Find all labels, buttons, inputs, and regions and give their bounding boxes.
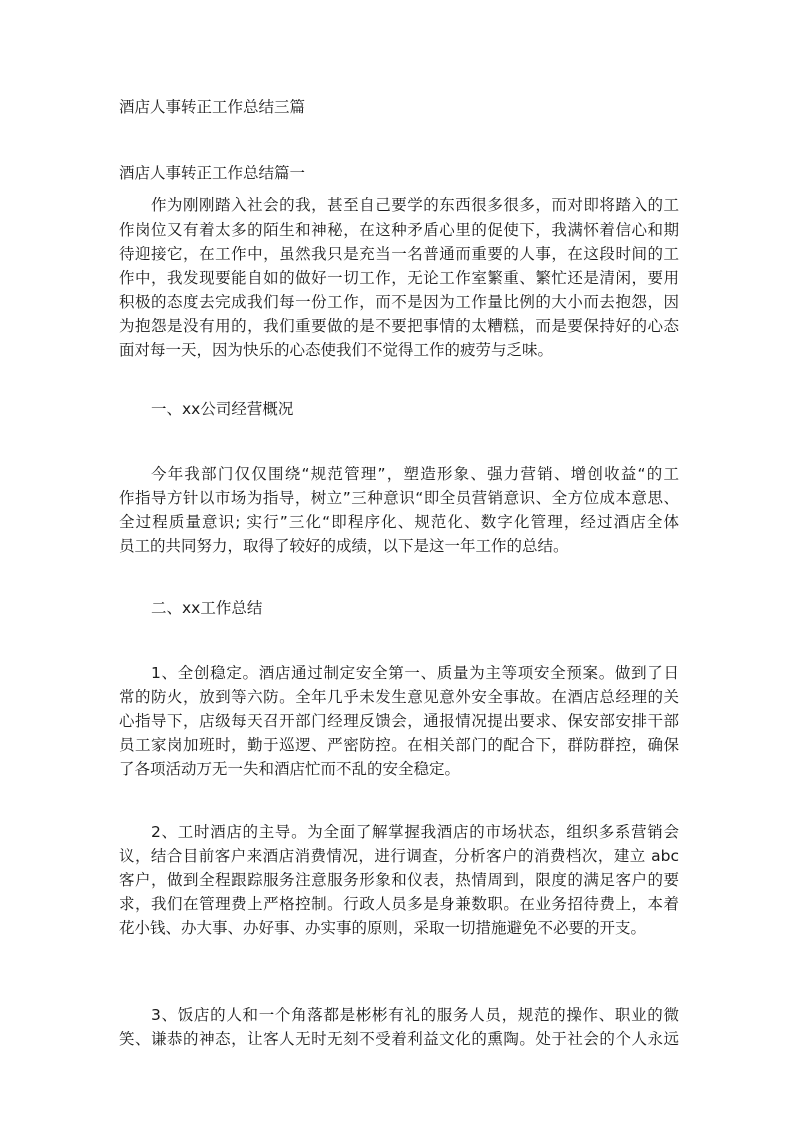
paragraph-line: 作指导方针以市场为指导，树立”三种意识“即全员营销意识、全方位成本意思、	[119, 489, 679, 507]
section-subtitle: 酒店人事转正工作总结篇一	[119, 164, 306, 182]
list-item-line: 笑、谦恭的神态，让客人无时无刻不受着利益文化的熏陶。处于社会的个人永远	[119, 1030, 679, 1048]
list-item-line: 客户，做到全程跟踪服务注意服务形象和仪表，热情周到，限度的满足客户的要	[119, 871, 679, 889]
paragraph-line: 待迎接它，在工作中，虽然我只是充当一名普通而重要的人事，在这段时间的工	[119, 245, 679, 263]
list-item-line: 员工家岗加班时，勤于巡逻、严密防控。在相关部门的配合下，群防群控，确保	[119, 736, 679, 754]
list-item-line: 求，我们在管理费上严格控制。行政人员多是身兼数职。在业务招待费上，本着	[119, 895, 679, 913]
paragraph-line: 作中，我发现要能自如的做好一切工作，无论工作室繁重、繁忙还是清闲，要用	[119, 269, 679, 287]
list-item-line: 心指导下，店级每天召开部门经理反馈会，通报情况提出要求、保安部安排干部	[119, 712, 679, 730]
list-item-line: 花小钱、办大事、办好事、办实事的原则，采取一切措施避免不必要的开支。	[119, 919, 647, 937]
paragraph-line: 今年我部门仅仅围绕“规范管理”，塑造形象、强力营销、增创收益“的工	[151, 465, 679, 483]
list-item-line: 2、工时酒店的主导。为全面了解掌握我酒店的市场状态，组织多系营销会	[151, 823, 679, 841]
list-item-line: 了各项活动万无一失和酒店忙而不乱的安全稳定。	[119, 760, 461, 778]
document-title: 酒店人事转正工作总结三篇	[119, 98, 306, 116]
paragraph-line: 积极的态度去完成我们每一份工作，而不是因为工作量比例的大小而去抱怨，因	[119, 293, 679, 311]
paragraph-line: 作岗位又有着太多的陌生和神秘，在这种矛盾心里的促使下，我满怀着信心和期	[119, 221, 679, 239]
list-item-line: 常的防火，放到等六防。全年几乎未发生意见意外安全事故。在酒店总经理的关	[119, 688, 679, 706]
list-item-line: 1、全创稳定。酒店通过制定安全第一、质量为主等项安全预案。做到了日	[151, 664, 679, 682]
list-item-line: 议，结合目前客户来酒店消费情况，进行调查，分析客户的消费档次，建立 abc	[119, 847, 679, 865]
list-item-line: 3、饭店的人和一个角落都是彬彬有礼的服务人员，规范的操作、职业的微	[151, 1006, 679, 1024]
section-heading-2: 二、xx工作总结	[151, 599, 263, 617]
paragraph-line: 全过程质量意识; 实行”三化“即程序化、规范化、数字化管理，经过酒店全体	[119, 513, 679, 531]
paragraph-line: 面对每一天，因为快乐的心态使我们不觉得工作的疲劳与乏味。	[119, 341, 554, 359]
paragraph-line: 为抱怨是没有用的，我们重要做的是不要把事情的太糟糕，而是要保持好的心态	[119, 317, 679, 335]
paragraph-line: 作为刚刚踏入社会的我，甚至自己要学的东西很多很多，而对即将踏入的工	[151, 196, 679, 214]
paragraph-line: 员工的共同努力，取得了较好的成绩，以下是这一年工作的总结。	[119, 537, 569, 555]
section-heading-1: 一、xx公司经营概况	[151, 400, 294, 418]
